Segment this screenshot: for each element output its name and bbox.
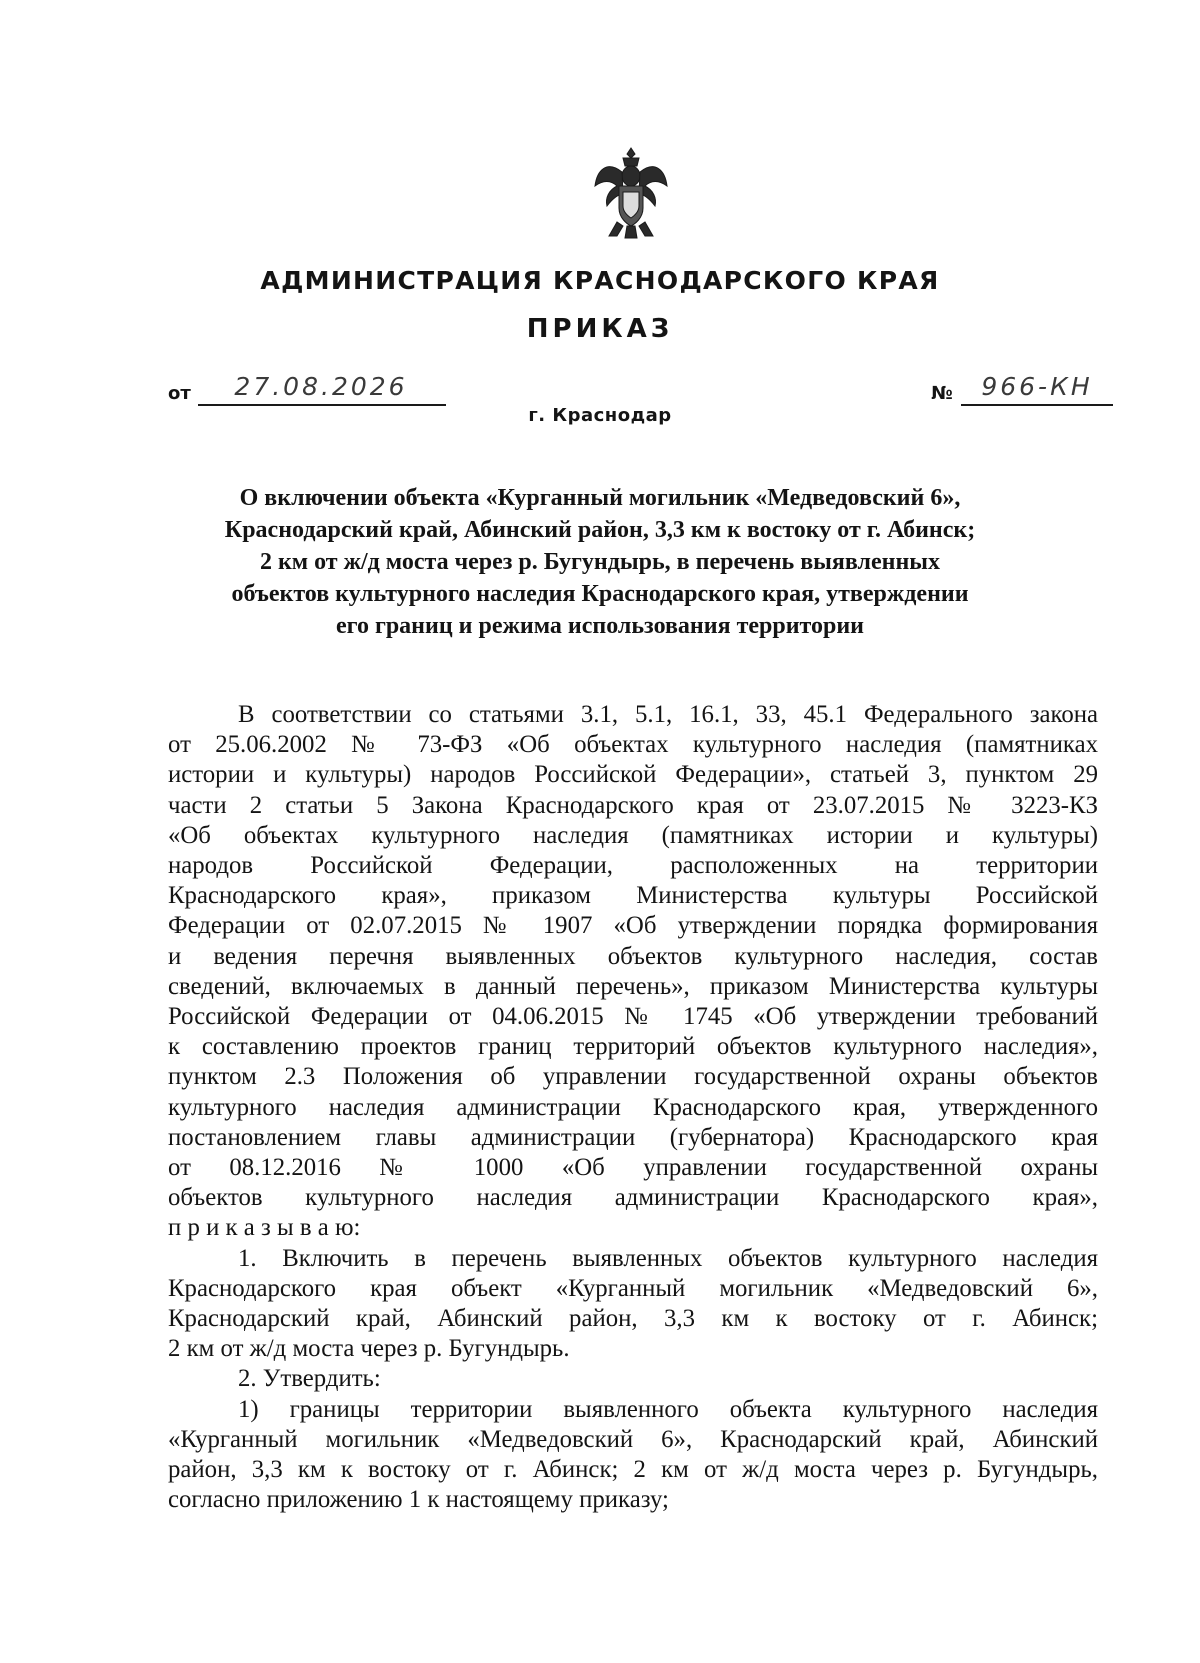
body-line: сведений, включаемых в данный перечень», приказом Министерства культуры: [168, 972, 1098, 1000]
number-underline: [961, 404, 1113, 406]
title-line: О включении объекта «Курганный могильник «Медведовский 6»,: [239, 485, 961, 511]
document-body: [168, 700, 1098, 1515]
body-line: Краснодарского края», приказом Министерства культуры Российской: [168, 882, 1098, 910]
body-line: постановлением главы администрации (губернатора) Краснодарского края: [168, 1123, 1098, 1151]
body-line: Краснодарский край, Абинский район, 3,3 км к востоку от г. Абинск;: [168, 1305, 1098, 1333]
body-line: к составлению проектов границ территорий объектов культурного наследия»,: [168, 1033, 1098, 1061]
date-prefix: от: [168, 383, 191, 404]
body-line: п р и к а з ы в а ю:: [168, 1214, 361, 1242]
title-line: 2 км от ж/д моста через р. Бугундырь, в перечень выявленных: [259, 549, 941, 575]
document-title: [140, 482, 1060, 642]
coat-of-arms-emblem: [593, 146, 669, 240]
body-line: Федерации от 02.07.2015 № 1907 «Об утверждении порядка формирования: [168, 912, 1098, 940]
document-type: ПРИКАЗ: [526, 314, 674, 344]
body-line: 1. Включить в перечень выявленных объектов культурного наследия: [238, 1244, 1098, 1272]
body-line: 1) границы территории выявленного объекта культурного наследия: [238, 1395, 1098, 1423]
document-number: 966-КН: [981, 372, 1093, 401]
body-line: Краснодарского края объект «Курганный могильник «Медведовский 6»,: [168, 1274, 1098, 1302]
title-line: объектов культурного наследия Краснодарского края, утверждении: [231, 581, 969, 607]
body-line: и ведения перечня выявленных объектов культурного наследия, состав: [168, 942, 1098, 970]
body-line: согласно приложению 1 к настоящему приказу;: [168, 1486, 669, 1514]
body-line: народов Российской Федерации, расположенных на территории: [168, 852, 1098, 880]
title-line: Краснодарский край, Абинский район, 3,3 км к востоку от г. Абинск;: [224, 517, 976, 543]
number-prefix: №: [931, 383, 953, 404]
body-line: 2 км от ж/д моста через р. Бугундырь.: [168, 1335, 570, 1363]
body-line: культурного наследия администрации Краснодарского края, утвержденного: [168, 1093, 1098, 1121]
body-line: «Об объектах культурного наследия (памятниках истории и культуры): [168, 821, 1098, 849]
body-line: объектов культурного наследия администрации Краснодарского края»,: [168, 1184, 1098, 1212]
organization-name: АДМИНИСТРАЦИЯ КРАСНОДАРСКОГО КРАЯ: [260, 266, 940, 295]
body-line: В соответствии со статьями 3.1, 5.1, 16.1, 33, 45.1 Федерального закона: [238, 701, 1098, 728]
body-line: Российской Федерации от 04.06.2015 № 1745 «Об утверждении требований: [168, 1003, 1098, 1031]
body-line: части 2 статьи 5 Закона Краснодарского края от 23.07.2015 № 3223-КЗ: [168, 791, 1098, 819]
body-line: от 25.06.2002 № 73-ФЗ «Об объектах культурного наследия (памятниках: [168, 731, 1098, 759]
body-line: от 08.12.2016 № 1000 «Об управлении государственной охраны: [168, 1154, 1098, 1182]
body-line: истории и культуры) народов Российской Федерации», статьей 3, пунктом 29: [168, 761, 1098, 789]
body-line: 2. Утвердить:: [238, 1365, 381, 1393]
document-city: г. Краснодар: [528, 405, 672, 426]
document-date: 27.08.2026: [234, 372, 408, 401]
body-line: район, 3,3 км к востоку от г. Абинск; 2 км от ж/д моста через р. Бугундырь,: [168, 1456, 1098, 1484]
body-line: «Курганный могильник «Медведовский 6», Краснодарский край, Абинский: [168, 1425, 1098, 1453]
title-line: его границ и режима использования территории: [335, 613, 865, 639]
body-line: пунктом 2.3 Положения об управлении государственной охраны объектов: [168, 1063, 1098, 1091]
